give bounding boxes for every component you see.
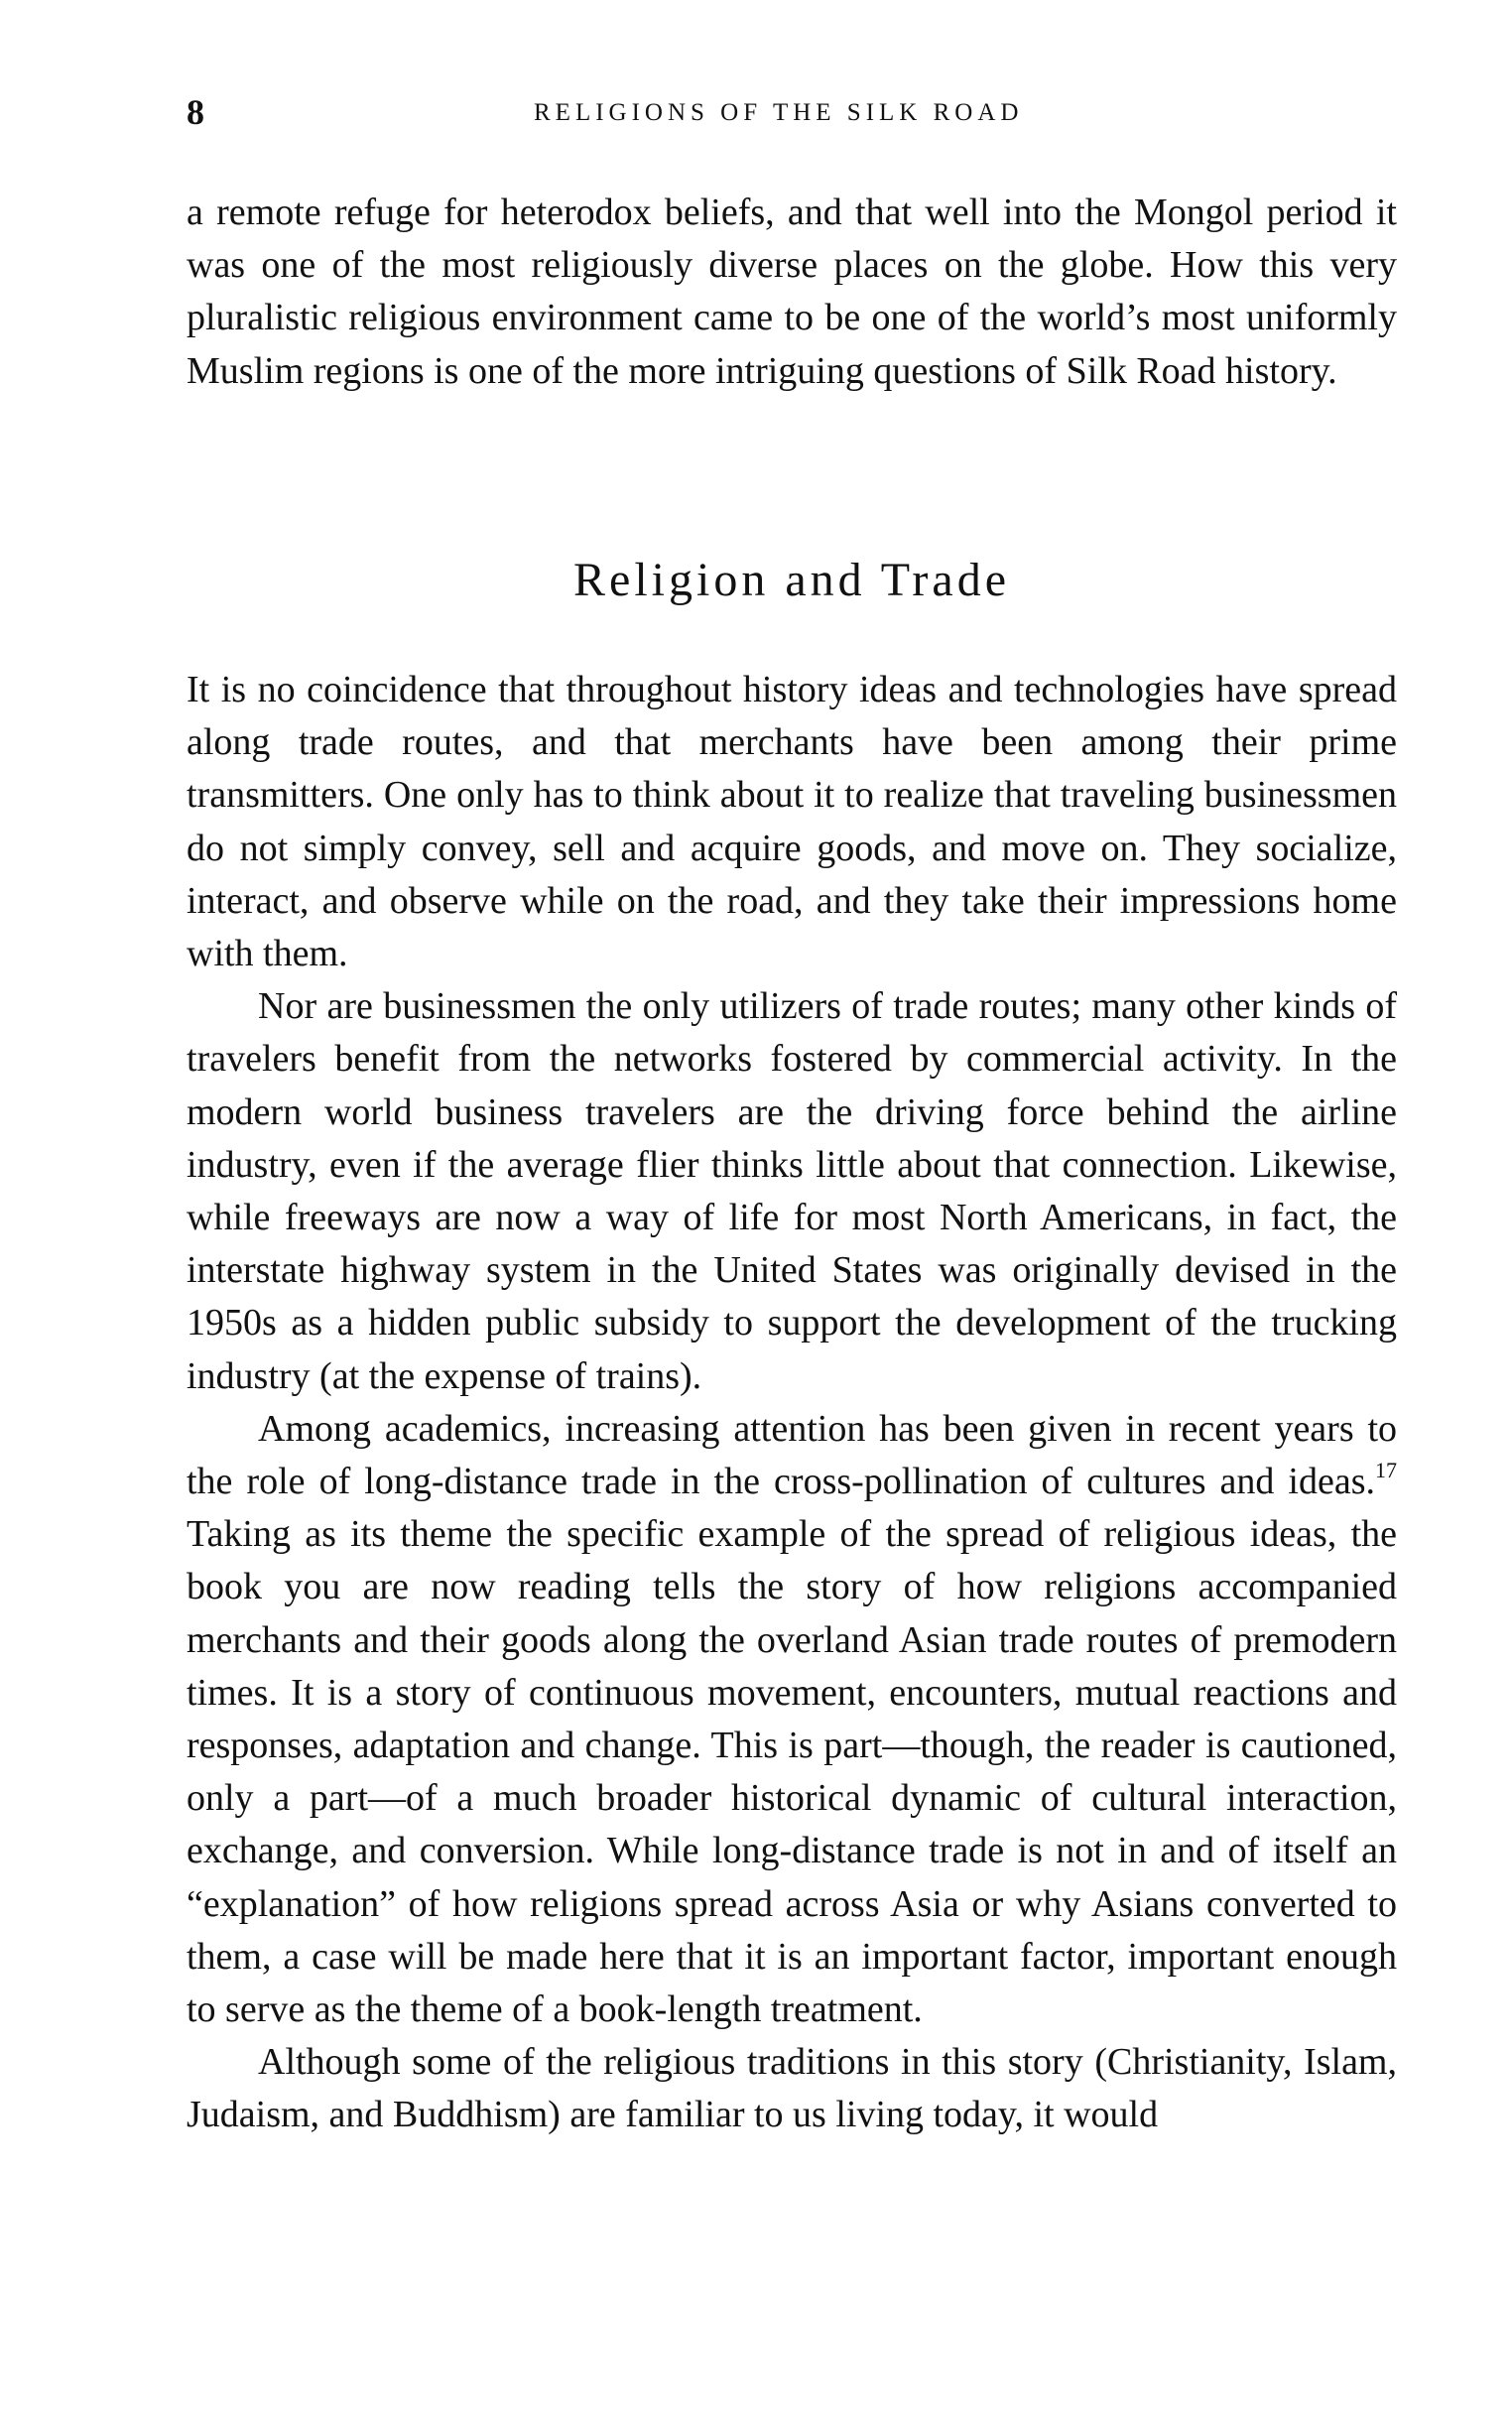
intro-paragraph: a remote refuge for heterodox beliefs, and that well into the Mongol period it was one of the most religiously diverse places on the globe. How this very pluralistic religious environment came to be one of the world’s most uniformly Muslim regions is one of the more intriguing questions of Silk Road history. <box>187 192 1397 392</box>
page-number: 8 <box>187 92 205 132</box>
intro-text-block <box>187 187 1397 398</box>
section-body <box>187 664 1397 2142</box>
section-heading: Religion and Trade <box>573 554 1010 606</box>
running-title: RELIGIONS OF THE SILK ROAD <box>534 99 1024 126</box>
paragraph-3 <box>187 1403 1397 2036</box>
paragraph-4: Although some of the religious traditions in this story (Christianity, Islam, Judaism, and Buddhism) are familiar to us living today, it would <box>187 2041 1397 2136</box>
paragraph-2: Nor are businessmen the only utilizers of trade routes; many other kinds of travelers benefit from the networks fostered by commercial activity. In the modern world business travelers are the driving force behind the airline industry, even if the average flier thinks little about that connection. Likewise, while freeways are now a way of life for most North Americans, in fact, the interstate highway system in the United States was originally devised in the 1950s as a hidden public subsidy to support the development of the trucking industry (at the expense of trains). <box>187 985 1397 1397</box>
running-head <box>187 91 1397 141</box>
paragraph-3-text-after-note: Taking as its theme the specific example of the spread of religious ideas, the book you are now reading tells the story of how religions accompanied merchants and their goods along the overland Asian trade routes of premodern times. It is a story of continuous movement, encounters, mutual reactions and responses, adaptation and change. This is part—though, the reader is cautioned, only a part—of a much broader historical dynamic of cultural interaction, exchange, and conversion. While long-distance trade is not in and of itself an “explanation” of how religions spread across Asia or why Asians converted to them, a case will be made here that it is an important factor, important enough to serve as the theme of a book-length treatment. <box>187 1513 1397 2031</box>
paragraph-1: It is no coincidence that throughout history ideas and technologies have spread along trade routes, and that merchants have been among their prime transmitters. One only has to think about it to realize that traveling businessmen do not simply convey, sell and acquire goods, and move on. They socialize, interact, and observe while on the road, and they take their impressions home with them. <box>187 669 1397 975</box>
footnote-marker: 17 <box>1375 1458 1397 1483</box>
paragraph-3-text-before-note: Among academics, increasing attention has been given in recent years to the role of long-distance trade in the cross-pollination of cultures and ideas. <box>187 1407 1397 1503</box>
